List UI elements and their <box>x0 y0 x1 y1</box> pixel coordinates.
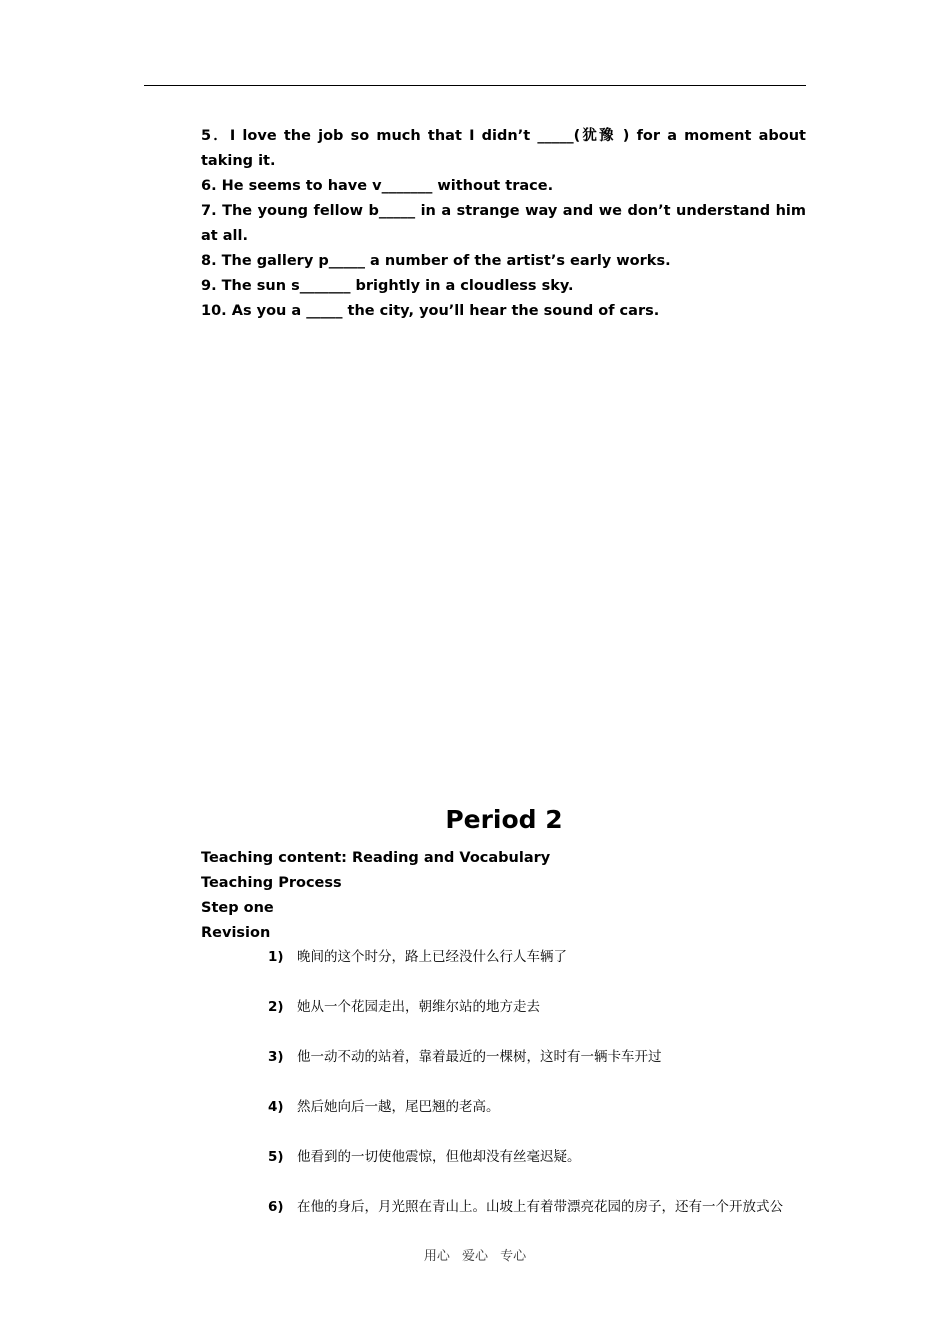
lesson-info <box>201 846 550 946</box>
revision-sentence: 他一动不动的站着，靠着最近的一棵树，这时有一辆卡车开过 <box>297 1049 662 1065</box>
header-rule <box>144 85 806 86</box>
exercise-item: 9. The sun s_______ brightly in a cloudless sky. <box>201 278 574 294</box>
revision-number: 4) <box>268 1099 284 1115</box>
page-footer: 用心 爱心 专心 <box>423 1249 527 1264</box>
revision-heading: Revision <box>201 925 271 941</box>
exercise-item: 7. The young fellow b_____ in a strange way and we don’t understand him at all. <box>201 203 806 244</box>
step-heading: Step one <box>201 900 274 916</box>
exercise-item: 8. The gallery p_____ a number of the artist’s early works. <box>201 253 671 269</box>
revision-sentence: 然后她向后一越，尾巴翘的老高。 <box>297 1099 500 1115</box>
revision-sentence: 在他的身后，月光照在青山上。山坡上有着带漂亮花园的房子，还有一个开放式公 <box>297 1199 783 1215</box>
exercise-list <box>201 124 806 324</box>
exercise-item: 6. He seems to have v_______ without trace. <box>201 178 554 194</box>
exercise-item: 5．I love the job so much that I didn’t _____(犹豫 ) for a moment about taking it. <box>201 128 806 169</box>
revision-sentence: 晚间的这个时分，路上已经没什么行人车辆了 <box>297 949 567 965</box>
revision-number: 6) <box>268 1199 284 1215</box>
revision-item <box>268 1095 808 1120</box>
revision-item <box>268 1045 808 1070</box>
revision-number: 3) <box>268 1049 284 1065</box>
revision-item <box>268 995 808 1020</box>
revision-number: 2) <box>268 999 284 1015</box>
revision-sentence: 她从一个花园走出，朝维尔站的地方走去 <box>297 999 540 1015</box>
teaching-content: Teaching content: Reading and Vocabulary <box>201 850 551 866</box>
revision-number: 1) <box>268 949 284 965</box>
revision-number: 5) <box>268 1149 284 1165</box>
teaching-process: Teaching Process <box>201 875 342 891</box>
revision-sentence: 他看到的一切使他震惊，但他却没有丝毫迟疑。 <box>297 1149 581 1165</box>
revision-item <box>268 1145 808 1170</box>
period-title: Period 2 <box>445 805 563 834</box>
exercise-item: 10. As you a _____ the city, you’ll hear the sound of cars. <box>201 303 660 319</box>
revision-item <box>268 1195 808 1220</box>
revision-list <box>268 945 808 1245</box>
revision-item <box>268 945 808 970</box>
